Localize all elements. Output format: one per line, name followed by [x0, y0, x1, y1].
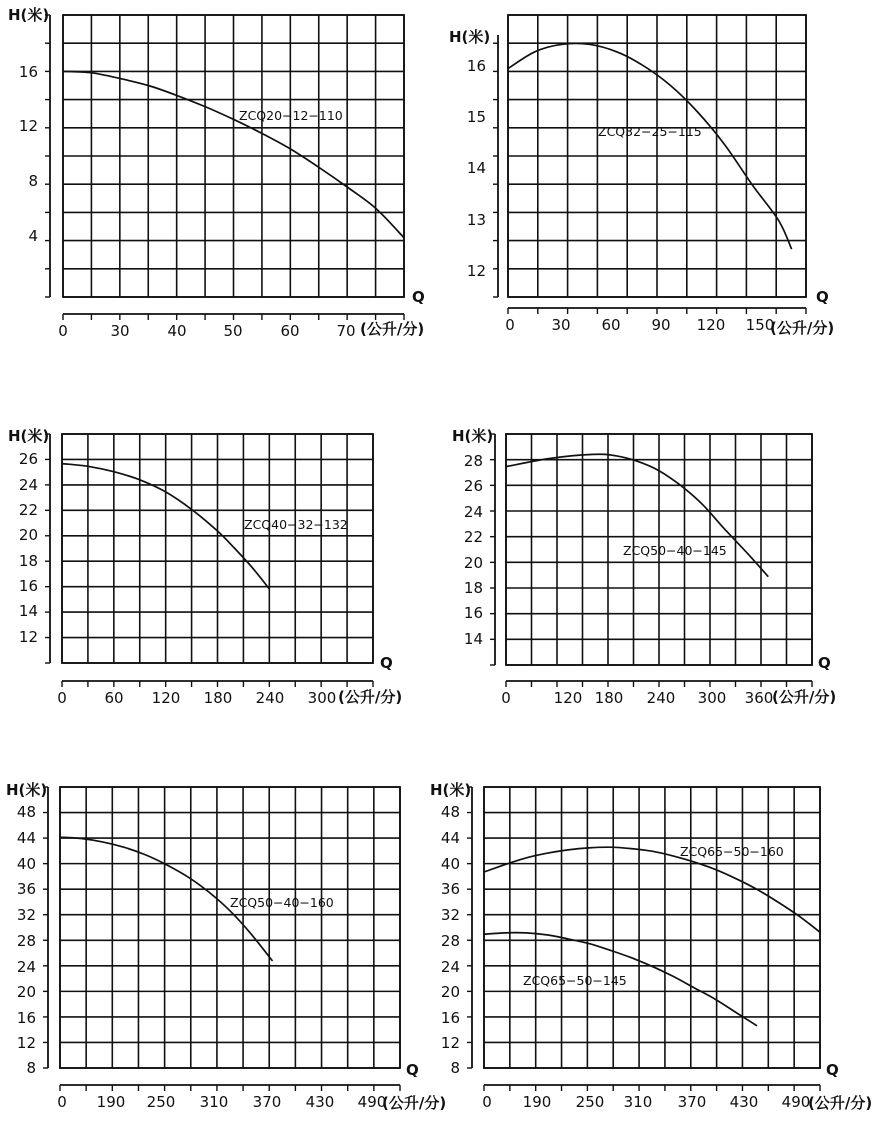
- y-tick-label: 28: [16, 932, 36, 950]
- x-tick-label: 0: [57, 1093, 67, 1111]
- plot-grid: [63, 15, 404, 297]
- chart-zcq65-50-160-and-145: [430, 781, 872, 1112]
- x-tick-label: 310: [199, 1093, 229, 1111]
- y-axis-title: H(米): [452, 427, 494, 445]
- plot-grid: [60, 787, 400, 1068]
- x-axis-title: Q: [380, 654, 393, 672]
- y-tick-label: 16: [466, 57, 486, 75]
- y-tick-label: 16: [16, 1009, 36, 1027]
- y-tick-label: 40: [16, 855, 36, 873]
- y-tick-label: 24: [440, 958, 460, 976]
- y-tick-label: 20: [440, 983, 460, 1001]
- y-tick-label: 4: [28, 227, 38, 245]
- x-axis-title: Q: [406, 1061, 419, 1079]
- y-axis-title: H(米): [6, 781, 48, 799]
- x-tick-label: 60: [104, 689, 124, 707]
- x-tick-label: 60: [601, 316, 621, 334]
- y-tick-label: 32: [440, 906, 460, 924]
- x-axis-title: Q: [826, 1061, 839, 1079]
- x-tick-label: 430: [729, 1093, 759, 1111]
- y-axis-title: H(米): [8, 6, 50, 24]
- series-curve: [508, 43, 792, 249]
- plot-grid: [508, 15, 806, 297]
- x-axis-unit: (公升/分): [772, 688, 837, 706]
- y-tick-label: 12: [440, 1034, 460, 1052]
- y-tick-label: 22: [18, 501, 38, 519]
- y-tick-label: 36: [440, 880, 460, 898]
- y-tick-label: 24: [463, 503, 483, 521]
- plot-frame: [60, 787, 400, 1068]
- x-tick-label: 0: [57, 689, 67, 707]
- x-tick-label: 490: [781, 1093, 811, 1111]
- x-tick-label: 190: [96, 1093, 126, 1111]
- y-tick-label: 48: [16, 803, 36, 821]
- y-tick-label: 22: [463, 528, 483, 546]
- y-tick-label: 16: [18, 577, 38, 595]
- y-tick-label: 18: [463, 579, 483, 597]
- plot-grid: [484, 787, 820, 1068]
- chart-zcq50-40-145: [452, 427, 836, 707]
- y-tick-label: 20: [18, 526, 38, 544]
- y-tick-label: 15: [466, 108, 486, 126]
- y-tick-label: 12: [18, 117, 38, 135]
- y-tick-label: 16: [463, 604, 483, 622]
- x-tick-label: 40: [167, 322, 187, 340]
- plot-frame: [484, 787, 820, 1068]
- x-axis-unit: (公升/分): [382, 1094, 447, 1112]
- x-tick-label: 0: [482, 1093, 492, 1111]
- y-axis-title: H(米): [449, 28, 491, 46]
- y-tick-label: 26: [463, 477, 483, 495]
- y-tick-label: 28: [463, 452, 483, 470]
- chart-zcq32-25-115: [449, 15, 834, 337]
- x-tick-label: 300: [307, 689, 337, 707]
- plot-grid: [62, 434, 373, 663]
- x-axis-unit: (公升/分): [360, 320, 425, 338]
- x-tick-label: 370: [677, 1093, 707, 1111]
- x-tick-label: 0: [501, 689, 511, 707]
- y-tick-label: 26: [18, 450, 38, 468]
- y-axis-title: H(米): [430, 781, 472, 799]
- y-tick-label: 16: [18, 63, 38, 81]
- series-label: ZCQ20−12−110: [239, 108, 343, 123]
- x-tick-label: 370: [252, 1093, 282, 1111]
- x-tick-label: 310: [623, 1093, 653, 1111]
- y-tick-label: 12: [16, 1034, 36, 1052]
- y-tick-label: 14: [463, 630, 483, 648]
- y-tick-label: 14: [18, 602, 38, 620]
- chart-zcq20-12-110: [8, 6, 425, 340]
- y-tick-label: 12: [18, 628, 38, 646]
- y-tick-label: 8: [28, 172, 38, 190]
- x-tick-label: 240: [255, 689, 285, 707]
- y-tick-label: 20: [463, 554, 483, 572]
- x-tick-label: 50: [223, 322, 243, 340]
- y-tick-label: 14: [466, 159, 486, 177]
- series-label: ZCQ65−50−160: [680, 844, 784, 859]
- y-tick-label: 24: [18, 476, 38, 494]
- x-tick-label: 150: [745, 316, 775, 334]
- chart-zcq50-40-160: [6, 781, 446, 1112]
- y-tick-label: 28: [440, 932, 460, 950]
- y-tick-label: 13: [466, 211, 486, 229]
- x-tick-label: 360: [744, 689, 774, 707]
- x-axis-unit: (公升/分): [770, 319, 835, 337]
- x-tick-label: 250: [146, 1093, 176, 1111]
- x-tick-label: 490: [357, 1093, 387, 1111]
- series-label: ZCQ40−32−132: [244, 517, 348, 532]
- y-tick-label: 16: [440, 1009, 460, 1027]
- x-tick-label: 30: [110, 322, 130, 340]
- y-tick-label: 20: [16, 983, 36, 1001]
- x-tick-label: 430: [305, 1093, 335, 1111]
- series-label: ZCQ50−40−145: [623, 543, 727, 558]
- y-tick-label: 36: [16, 880, 36, 898]
- x-tick-label: 120: [151, 689, 181, 707]
- y-tick-label: 12: [466, 262, 486, 280]
- x-axis-title: Q: [412, 288, 425, 306]
- x-tick-label: 180: [594, 689, 624, 707]
- x-axis-unit: (公升/分): [808, 1094, 873, 1112]
- x-tick-label: 240: [646, 689, 676, 707]
- y-tick-label: 8: [26, 1059, 36, 1077]
- x-tick-label: 0: [505, 316, 515, 334]
- y-tick-label: 48: [440, 803, 460, 821]
- x-tick-label: 250: [575, 1093, 605, 1111]
- x-tick-label: 190: [522, 1093, 552, 1111]
- x-axis-unit: (公升/分): [338, 688, 403, 706]
- series-label: ZCQ65−50−145: [523, 973, 627, 988]
- y-tick-label: 40: [440, 855, 460, 873]
- x-axis-title: Q: [818, 654, 831, 672]
- x-tick-label: 70: [336, 322, 356, 340]
- x-tick-label: 30: [551, 316, 571, 334]
- x-tick-label: 300: [697, 689, 727, 707]
- y-tick-label: 18: [18, 552, 38, 570]
- y-tick-label: 44: [16, 829, 36, 847]
- y-tick-label: 8: [450, 1059, 460, 1077]
- series-label: ZCQ50−40−160: [230, 895, 334, 910]
- y-tick-label: 32: [16, 906, 36, 924]
- x-tick-label: 120: [553, 689, 583, 707]
- x-tick-label: 60: [280, 322, 300, 340]
- y-tick-label: 44: [440, 829, 460, 847]
- x-tick-label: 120: [696, 316, 726, 334]
- series-curve: [506, 454, 768, 576]
- y-tick-label: 24: [16, 958, 36, 976]
- series-label: ZCQ32−25−115: [598, 124, 702, 139]
- x-axis-title: Q: [816, 288, 829, 306]
- x-tick-label: 0: [58, 322, 68, 340]
- y-axis-title: H(米): [8, 427, 50, 445]
- x-tick-label: 90: [651, 316, 671, 334]
- x-tick-label: 180: [203, 689, 233, 707]
- chart-zcq40-32-132: [8, 427, 402, 707]
